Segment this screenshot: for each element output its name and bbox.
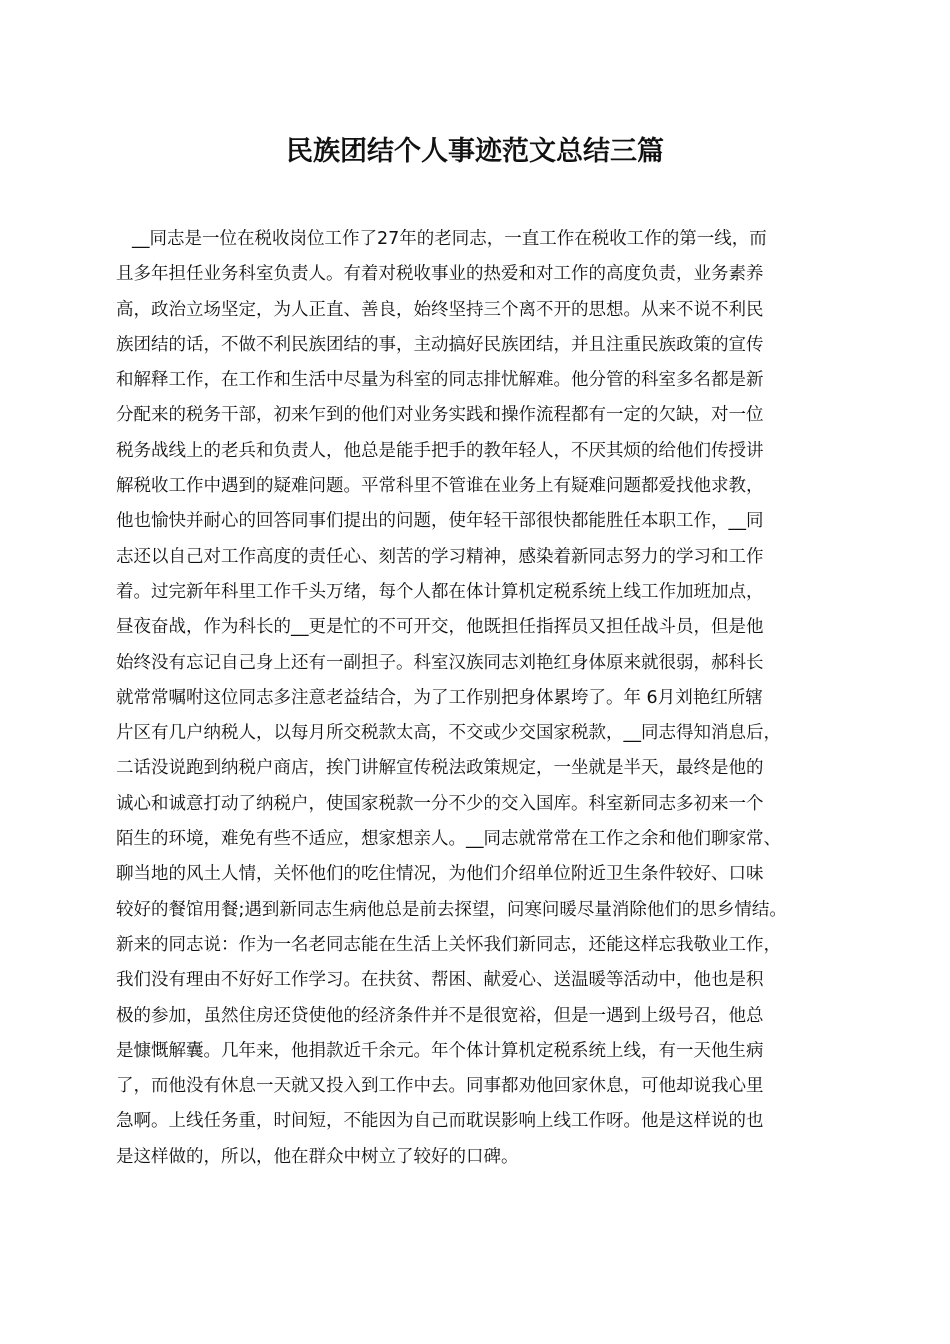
body-line: __同志是一位在税收岗位工作了27年的老同志，一直工作在税收工作的第一线，而: [132, 229, 767, 249]
body-line: 二话没说跑到纳税户商店，挨门讲解宣传税法政策规定，一坐就是半天，最终是他的: [116, 758, 764, 779]
body-line: 解税收工作中遇到的疑难问题。平常科里不管谁在业务上有疑难问题都爱找他求教，: [116, 476, 764, 497]
body-line: 极的参加，虽然住房还贷使他的经济条件并不是很宽裕，但是一遇到上级号召，他总: [116, 1005, 764, 1026]
body-line: 昼夜奋战，作为科长的__更是忙的不可开交，他既担任指挥员又担任战斗员，但是他: [116, 617, 764, 638]
document-body: [116, 222, 856, 1175]
body-line: 是慷慨解囊。几年来，他捐款近千余元。年个体计算机定税系统上线，有一天他生病: [116, 1040, 764, 1061]
body-line: 他也愉快并耐心的回答同事们提出的问题，使年轻干部很快都能胜任本职工作，__同: [116, 511, 764, 532]
body-line: 高，政治立场坚定，为人正直、善良，始终坚持三个离不开的思想。从来不说不利民: [116, 299, 764, 320]
body-line: 税务战线上的老兵和负责人，他总是能手把手的教年轻人，不厌其烦的给他们传授讲: [116, 440, 764, 461]
body-line: 聊当地的风土人情，关怀他们的吃住情况，为他们介绍单位附近卫生条件较好、口味: [116, 864, 764, 885]
body-line: 新来的同志说：作为一名老同志能在生活上关怀我们新同志，还能这样忘我敬业工作，: [116, 934, 781, 955]
body-line: 是这样做的，所以，他在群众中树立了较好的口碑。: [116, 1146, 519, 1167]
body-line: 志还以自己对工作高度的责任心、刻苦的学习精神，感染着新同志努力的学习和工作: [116, 546, 764, 567]
body-line: 和解释工作，在工作和生活中尽量为科室的同志排忧解难。他分管的科室多名都是新: [116, 370, 764, 391]
body-line: 陌生的环境，难免有些不适应，想家想亲人。__同志就常常在工作之余和他们聊家常、: [116, 829, 781, 850]
body-line: 始终没有忘记自己身上还有一副担子。科室汉族同志刘艳红身体原来就很弱，郝科长: [116, 652, 764, 673]
body-line: 急啊。上线任务重，时间短，不能因为自己而耽误影响上线工作呀。他是这样说的也: [116, 1111, 764, 1132]
body-line: 族团结的话，不做不利民族团结的事，主动搞好民族团结，并且注重民族政策的宣传: [116, 334, 764, 355]
body-line: 较好的餐馆用餐;遇到新同志生病他总是前去探望，问寒问暖尽量消除他们的思乡情结。: [116, 899, 787, 920]
body-line: 诚心和诚意打动了纳税户，使国家税款一分不少的交入国库。科室新同志多初来一个: [116, 793, 764, 814]
document-title: 民族团结个人事迹范文总结三篇: [286, 136, 664, 167]
body-line: 且多年担任业务科室负责人。有着对税收事业的热爱和对工作的高度负责，业务素养: [116, 264, 764, 285]
body-line: 了，而他没有休息一天就又投入到工作中去。同事都劝他回家休息，可他却说我心里: [116, 1076, 764, 1097]
body-line: 就常常嘱咐这位同志多注意老益结合，为了工作别把身体累垮了。年 6月刘艳红所辖: [116, 687, 763, 708]
body-line: 着。过完新年科里工作千头万绪，每个人都在体计算机定税系统上线工作加班加点，: [116, 581, 764, 602]
body-line: 分配来的税务干部，初来乍到的他们对业务实践和操作流程都有一定的欠缺，对一位: [116, 405, 764, 426]
body-line: 片区有几户纳税人，以每月所交税款太高，不交或少交国家税款，__同志得知消息后，: [116, 723, 781, 744]
body-line: 我们没有理由不好好工作学习。在扶贫、帮困、献爱心、送温暖等活动中，他也是积: [116, 970, 764, 991]
